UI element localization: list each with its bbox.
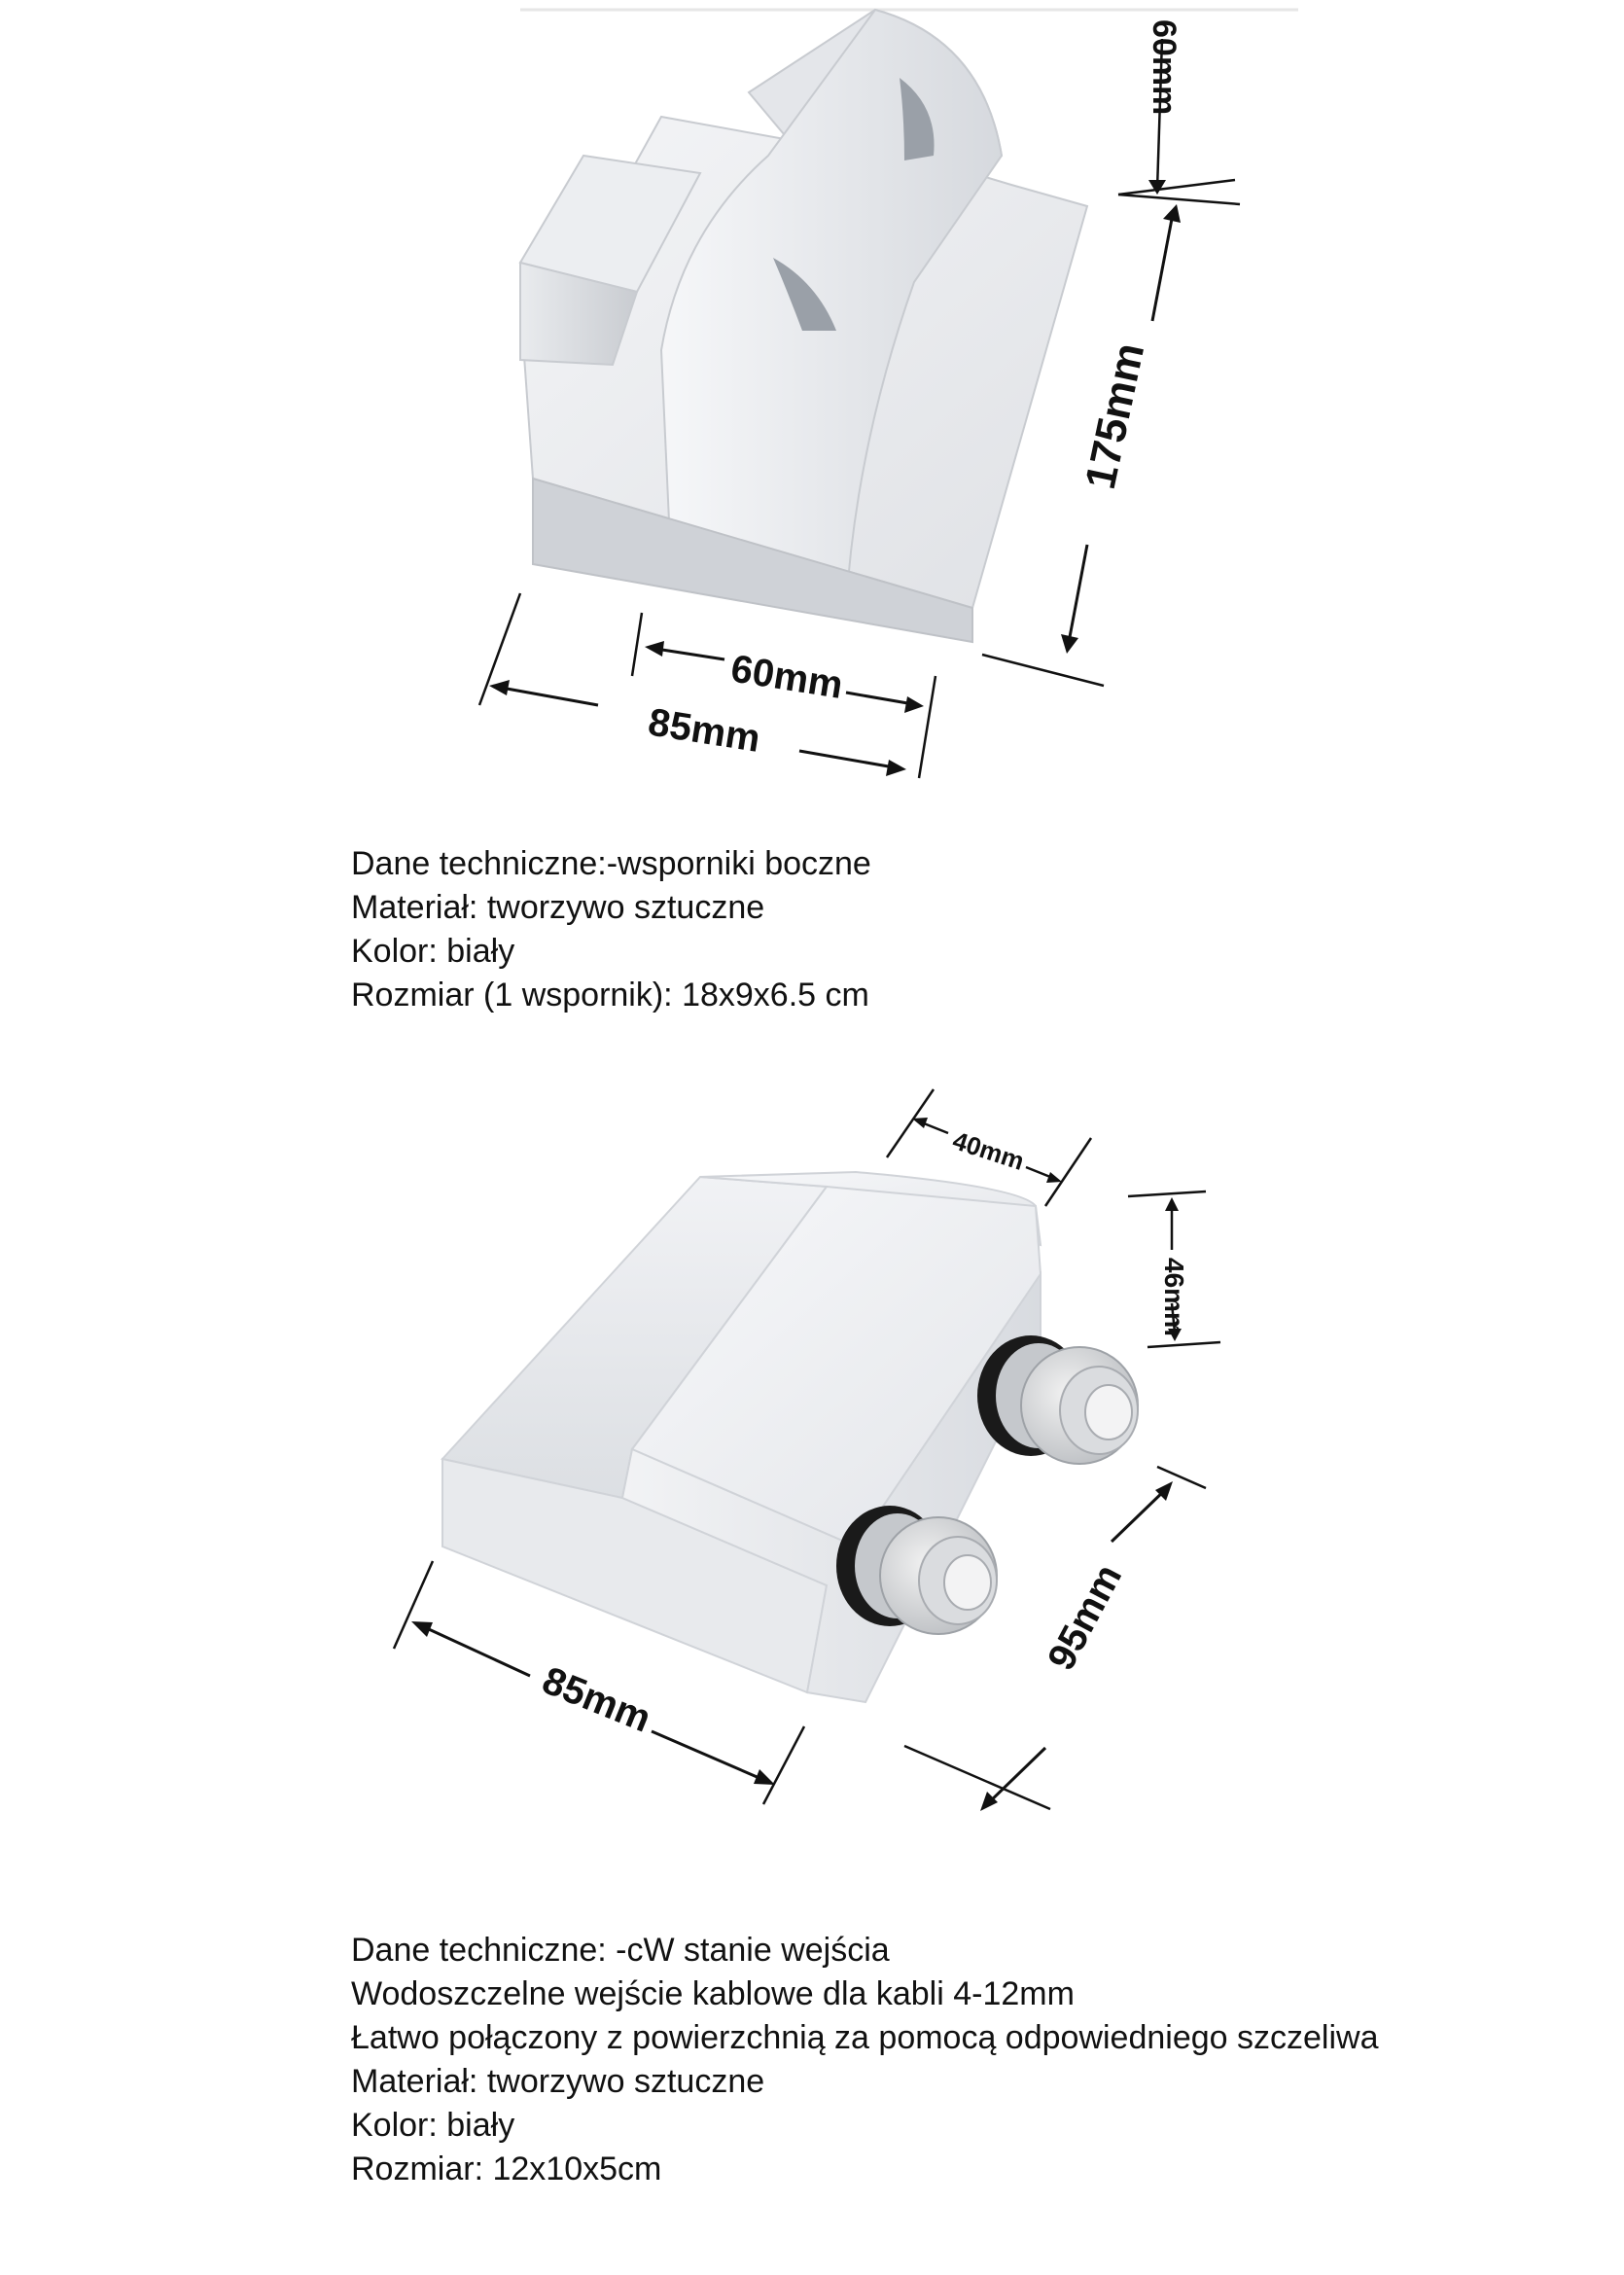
box-dim-depth-label: 95mm [1040, 1557, 1131, 1678]
entry-box-spec-line: Materiał: tworzywo sztuczne [351, 2063, 765, 2100]
entry-box-spec-line: Wodoszczelne wejście kablowe dla kabli 4-12mm [351, 1975, 1075, 2012]
entry-box-spec-line: Łatwo połączony z powierzchnią za pomocą odpowiedniego szczeliwa [351, 2019, 1379, 2056]
bracket-spec-line: Rozmiar (1 wspornik): 18x9x6.5 cm [351, 977, 869, 1013]
entry-box-spec-line: Kolor: biały [351, 2107, 515, 2144]
box-dim-top-width-label: 40mm [949, 1125, 1028, 1176]
entry-box-specs [351, 1929, 1379, 2191]
box-dim-height-label: 46mm [1159, 1258, 1189, 1336]
bracket-dim-length-label: 175mm [1076, 338, 1154, 494]
bracket-dim-inner-width-label: 60mm [727, 647, 846, 707]
bracket-figure [0, 0, 1624, 817]
bracket-dim-outer-width-label: 85mm [645, 700, 763, 761]
bracket-specs [351, 842, 871, 1017]
entry-box-drawing [0, 1060, 1624, 1936]
bracket-spec-line: Materiał: tworzywo sztuczne [351, 889, 765, 926]
bracket-spec-line: Dane techniczne:-wsporniki boczne [351, 845, 871, 882]
box-dim-width-label: 85mm [536, 1658, 657, 1741]
bracket-spec-line: Kolor: biały [351, 933, 515, 970]
entry-box-spec-line: Rozmiar: 12x10x5cm [351, 2151, 662, 2187]
bracket-dim-height-label: 60mm [1146, 19, 1183, 116]
entry-box-spec-line: Dane techniczne: -cW stanie wejścia [351, 1932, 890, 1969]
bracket-drawing [0, 0, 1624, 817]
entry-box-figure [0, 1060, 1624, 1936]
